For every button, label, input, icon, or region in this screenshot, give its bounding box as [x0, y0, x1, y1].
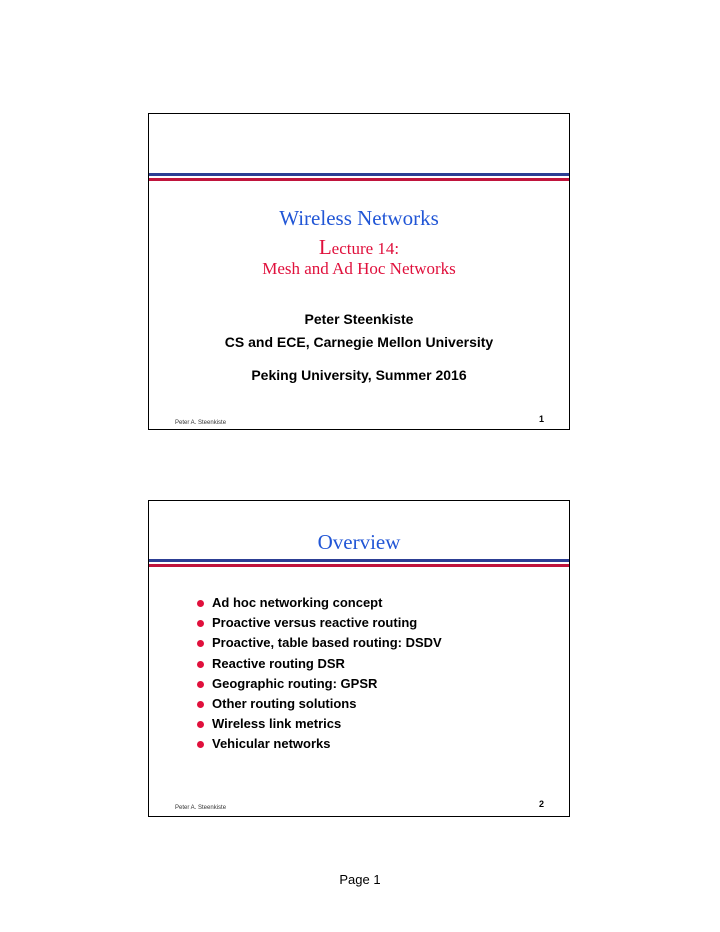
header-rule-blue [149, 173, 569, 176]
bullet-text: Proactive, table based routing: DSDV [212, 635, 442, 651]
page-number-label: Page 1 [339, 872, 381, 887]
bullet-dot-icon [197, 681, 204, 688]
slide-1 [148, 113, 570, 430]
lecture-rest: ecture 14: [331, 239, 400, 258]
list-item [197, 633, 442, 653]
bullet-text: Geographic routing: GPSR [212, 675, 378, 691]
slide-subtitle: Mesh and Ad Hoc Networks [262, 259, 456, 278]
author-affiliation: CS and ECE, Carnegie Mellon University [224, 334, 494, 350]
bullet-dot-icon [197, 640, 204, 647]
slide-number: 2 [538, 799, 544, 809]
list-item [197, 613, 442, 633]
bullet-text: Other routing solutions [212, 695, 357, 711]
header-rule-blue [149, 559, 569, 562]
bullet-dot-icon [197, 721, 204, 728]
slide-footer: Peter A. Steenkiste [175, 420, 227, 426]
bullet-dot-icon [197, 600, 204, 607]
list-item [197, 593, 442, 613]
bullet-text: Ad hoc networking concept [212, 595, 383, 610]
bullet-list [197, 593, 442, 755]
slide-number: 1 [538, 414, 544, 424]
bullet-text: Proactive versus reactive routing [212, 615, 418, 631]
header-rule-red [149, 564, 569, 567]
slide-2 [148, 500, 570, 817]
list-item [197, 714, 442, 734]
bullet-dot-icon [197, 620, 204, 627]
list-item [197, 694, 442, 714]
list-item [197, 734, 442, 754]
header-rule-red [149, 178, 569, 181]
slide-footer: Peter A. Steenkiste [175, 805, 227, 811]
bullet-text: Reactive routing DSR [212, 655, 345, 671]
bullet-text: Wireless link metrics [212, 716, 342, 732]
venue: Peking University, Summer 2016 [251, 367, 467, 383]
bullet-text: Vehicular networks [212, 736, 331, 752]
lecture-number [149, 235, 569, 260]
bullet-dot-icon [197, 701, 204, 708]
lecture-initial: L [318, 235, 332, 259]
author-name: Peter Steenkiste [304, 311, 414, 327]
list-item [197, 674, 442, 694]
list-item [197, 654, 442, 674]
header-rule [149, 173, 569, 182]
bullet-dot-icon [197, 741, 204, 748]
bullet-dot-icon [197, 661, 204, 668]
slide-title: Overview [317, 530, 401, 554]
slide-title: Wireless Networks [279, 206, 439, 230]
header-rule [149, 559, 569, 568]
